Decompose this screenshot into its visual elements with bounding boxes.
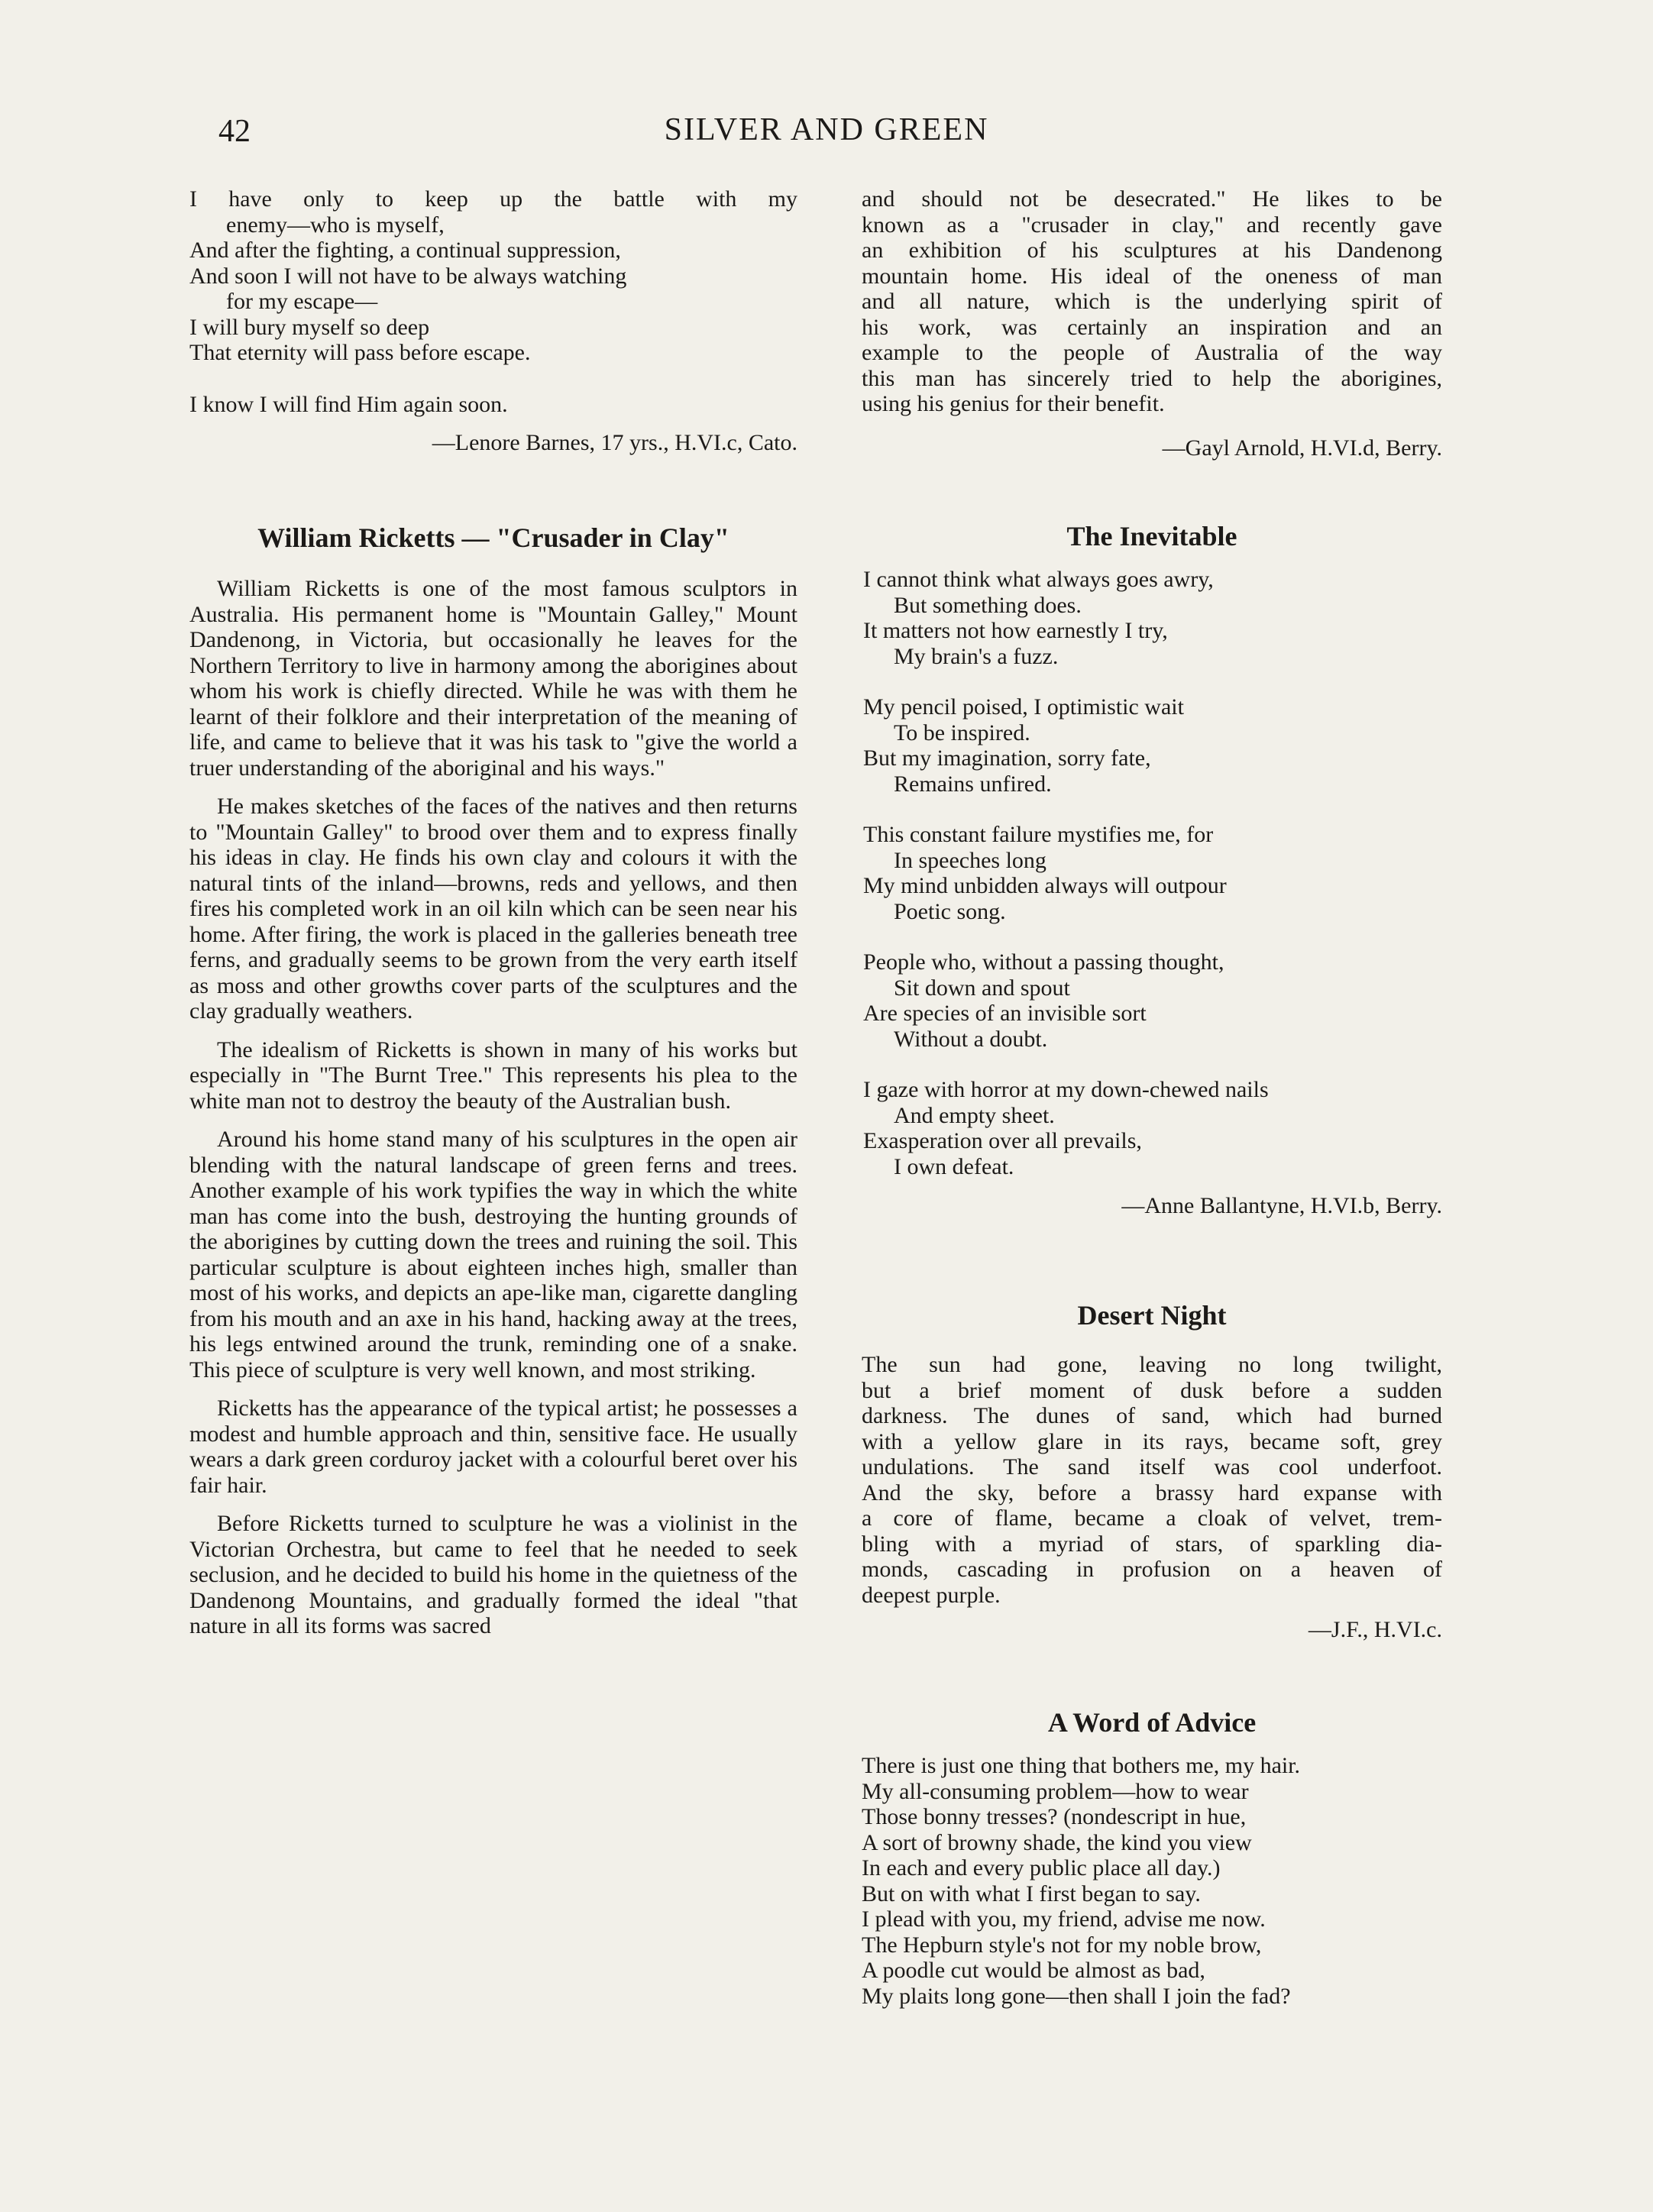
poem-line: I own defeat. xyxy=(894,1153,1014,1179)
running-title: SILVER AND GREEN xyxy=(664,112,989,147)
stanza xyxy=(863,694,1442,797)
poem-title: A Word of Advice xyxy=(1047,1707,1257,1738)
paragraph: Ricketts has the appearance of the typical artist; he possesses a modest and humble approach and thin, sensitive face. He usually wears a dark green corduroy jacket with a colourful beret over his fair hair. xyxy=(189,1395,797,1498)
signature: —J.F., H.VI.c. xyxy=(1308,1617,1442,1642)
stanza xyxy=(863,949,1442,1052)
ricketts-article xyxy=(189,522,797,1639)
poem-line: I gaze with horror at my down-chewed nails xyxy=(863,1077,1269,1102)
poem-line: That eternity will pass before escape. xyxy=(189,340,531,365)
text-line: a core of flame, became a cloak of velvet, trem- xyxy=(862,1505,1442,1531)
page-number: 42 xyxy=(218,114,251,149)
text-line: with a yellow glare in its rays, became soft, grey xyxy=(862,1428,1442,1454)
poem-line: In each and every public place all day.) xyxy=(862,1855,1221,1881)
paragraph: He makes sketches of the faces of the natives and then returns to "Mountain Galley" to brood over them and to express finally his ideas in clay. He finds his own clay and colours it with the natural tints of the inland—browns, reds and yellows, and then fires his completed work in an oil kiln which can be seen near his home. After firing, the work is placed in the galleries beneath tree ferns, and gradually seems to be grown from the very earth itself as moss and other growths cover parts of the sculptures and the clay gradually weathers. xyxy=(189,794,797,1024)
text-line: an exhibition of his sculptures at his Dandenong xyxy=(862,238,1442,263)
prose-title: Desert Night xyxy=(1077,1300,1227,1331)
inevitable-poem xyxy=(862,521,1442,1219)
stanza xyxy=(863,1077,1442,1179)
poem-line: My mind unbidden always will outpour xyxy=(863,873,1227,898)
poem-line: In speeches long xyxy=(894,847,1046,873)
text-line: example to the people of Australia of the way xyxy=(862,340,1442,365)
text-line: monds, cascading in profusion on a heaven of xyxy=(862,1557,1442,1582)
text-line: The sun had gone, leaving no long twilight, xyxy=(862,1352,1442,1377)
article-title: William Ricketts — "Crusader in Clay" xyxy=(257,522,729,553)
text-line: known as a "crusader in clay," and recently gave xyxy=(862,212,1442,238)
stanza xyxy=(863,822,1442,924)
poem-line: I know I will find Him again soon. xyxy=(189,391,508,417)
poem-line: To be inspired. xyxy=(894,720,1030,745)
poem-line: A poodle cut would be almost as bad, xyxy=(862,1958,1205,1983)
left-poem xyxy=(189,186,797,456)
text-line: deepest purple. xyxy=(862,1582,1001,1608)
poem-line: Exasperation over all prevails, xyxy=(863,1128,1142,1153)
desert-night xyxy=(862,1300,1442,1643)
poem-line: The Hepburn style's not for my noble brow, xyxy=(862,1932,1262,1958)
poem-line: But on with what I first began to say. xyxy=(862,1881,1201,1906)
text-line: and should not be desecrated." He likes to be xyxy=(862,186,1442,212)
stanza xyxy=(863,567,1442,669)
poem-line: There is just one thing that bothers me, my hair. xyxy=(862,1753,1301,1778)
text-line: his work, was certainly an inspiration and an xyxy=(862,314,1442,340)
poem-line: Are species of an invisible sort xyxy=(863,1001,1147,1026)
poem-line: Poetic song. xyxy=(894,898,1006,924)
signature: —Anne Ballantyne, H.VI.b, Berry. xyxy=(1121,1193,1442,1218)
poem-line: My brain's a fuzz. xyxy=(894,643,1059,669)
poem-line: Without a doubt. xyxy=(894,1026,1048,1052)
poem-line: Sit down and spout xyxy=(894,975,1070,1001)
paragraph: Around his home stand many of his sculptures in the open air blending with the natural landscape of green ferns and trees. Another example of his work typifies the way in which the white man has come into the bush, destroying the hunting grounds of the aborigines by cutting down the trees and ruining the soil. This particular sculpture is about eighteen inches high, smaller than most of his works, and depicts an ape-like man, cigarette dangling from his mouth and an axe in his hand, hacking away at the trees, his legs entwined around the trunk, reminding one of a snake. This piece of sculpture is very well known, and most striking. xyxy=(189,1127,797,1382)
paragraph: Before Ricketts turned to sculpture he was a violinist in the Victorian Orchestra, but came to feel that he needed to seek seclusion, and he decided to build his home in the quietness of the Dandenong Mountains, and gradually formed the ideal "that nature in all its forms was sacred xyxy=(189,1511,797,1638)
poem-title: The Inevitable xyxy=(1066,521,1237,551)
poem-line: And empty sheet. xyxy=(894,1102,1055,1128)
text-line: using his genius for their benefit. xyxy=(862,391,1165,416)
poem-line: I have only to keep up the battle with my xyxy=(189,186,797,212)
poem-line: It matters not how earnestly I try, xyxy=(863,618,1168,643)
signature: —Gayl Arnold, H.VI.d, Berry. xyxy=(1162,435,1442,461)
text-line: darkness. The dunes of sand, which had burned xyxy=(862,1403,1442,1428)
text-line: mountain home. His ideal of the oneness of man xyxy=(862,263,1442,289)
ricketts-continued xyxy=(862,186,1442,461)
text-line: and all nature, which is the underlying spirit of xyxy=(862,289,1442,314)
poem-line: I plead with you, my friend, advise me now. xyxy=(862,1906,1266,1932)
poem-line: Those bonny tresses? (nondescript in hue, xyxy=(862,1804,1247,1829)
poem-line: My pencil poised, I optimistic wait xyxy=(863,694,1184,720)
poem-line: But something does. xyxy=(894,592,1082,618)
poem-line: A sort of browny shade, the kind you view xyxy=(862,1829,1252,1855)
poem-line: I will bury myself so deep xyxy=(189,314,430,340)
paragraph: The idealism of Ricketts is shown in many of his works but especially in "The Burnt Tree." This represents his plea to the white man not to destroy the beauty of the Australian bush. xyxy=(189,1036,797,1114)
poem-line: This constant failure mystifies me, for xyxy=(863,822,1214,847)
poem-line: But my imagination, sorry fate, xyxy=(863,745,1151,771)
signature: —Lenore Barnes, 17 yrs., H.VI.c, Cato. xyxy=(432,430,797,455)
poem-line: People who, without a passing thought, xyxy=(863,949,1224,975)
poem-line: And after the fighting, a continual suppression, xyxy=(189,238,621,263)
poem-line: My plaits long gone—then shall I join the fad? xyxy=(862,1983,1291,2009)
poem-line: My all-consuming problem—how to wear xyxy=(862,1778,1249,1804)
text-line: this man has sincerely tried to help the aborigines, xyxy=(862,365,1442,391)
poem-line: for my escape— xyxy=(226,289,378,314)
paragraph: William Ricketts is one of the most famous sculptors in Australia. His permanent home is "Mountain Galley," Mount Dandenong, in Victoria, but occasionally he leaves for the Northern Territory to live in harmony among the aborigines about whom his work is chiefly directed. While he was with them he learnt of their folklore and their interpretation of the meaning of life, and came to believe that it was his task to "give the world a truer understanding of the aboriginal and his ways." xyxy=(189,576,797,781)
poem-line: enemy—who is myself, xyxy=(226,212,445,238)
poem-line: Remains unfired. xyxy=(894,771,1052,797)
poem-line: I cannot think what always goes awry, xyxy=(863,567,1214,592)
text-line: And the sky, before a brassy hard expanse with xyxy=(862,1480,1442,1505)
text-line: bling with a myriad of stars, of sparkling dia- xyxy=(862,1531,1442,1557)
text-line: undulations. The sand itself was cool underfoot. xyxy=(862,1454,1442,1480)
word-of-advice xyxy=(862,1707,1442,2009)
text-line: but a brief moment of dusk before a sudden xyxy=(862,1377,1442,1403)
poem-line: And soon I will not have to be always watching xyxy=(189,263,627,289)
